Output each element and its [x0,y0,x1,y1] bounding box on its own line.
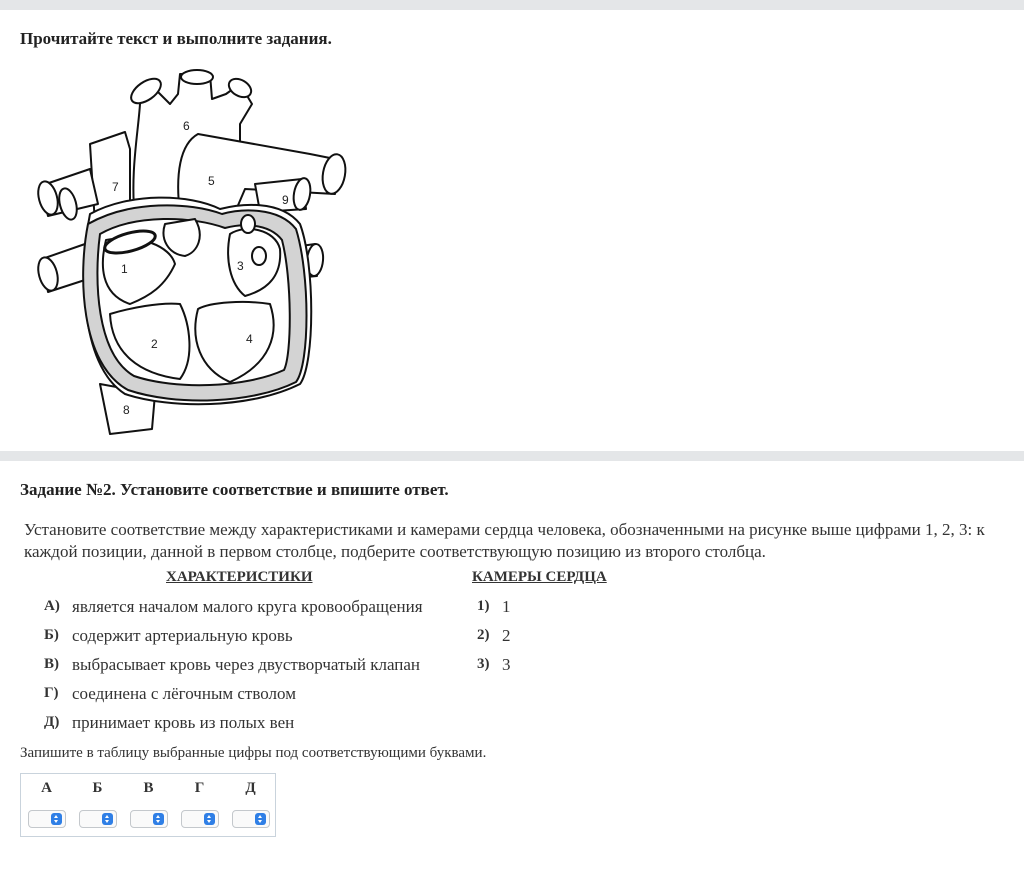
chamber-text: 3 [502,655,511,674]
characteristic-text: принимает кровь из полых вен [72,713,295,732]
characteristic-letter: Б) [44,627,59,643]
answer-table [20,773,276,837]
select-arrows-icon [102,813,113,825]
answer-instruction: Запишите в таблицу выбранные цифры под соответствующими буквами. [20,745,487,761]
heart-label-7: 7 [112,180,119,194]
select-arrows-icon [255,813,266,825]
chambers-header: КАМЕРЫ СЕРДЦА [472,569,607,585]
chamber-number: 3) [477,656,490,672]
answer-select-a[interactable] [28,810,66,828]
answer-select-v[interactable] [130,810,168,828]
answer-column-header: Б [92,780,103,796]
answer-column-header: Д [245,780,256,796]
characteristic-text: соединена с лёгочным стволом [72,684,296,703]
chamber-number: 1) [477,598,490,614]
chamber-number: 2) [477,627,490,643]
section-divider-bar [0,451,1024,461]
characteristic-text: выбрасывает кровь через двустворчатый клапан [72,655,421,674]
heart-diagram [30,64,360,439]
task-heading: Задание №2. Установите соответствие и впишите ответ. [20,480,449,499]
task-instructions: Установите соответствие между характеристиками и камерами сердца человека, обозначенными на рисунке выше цифрами 1, 2, 3: к каждой позиции, данной в первом столбце, подберите соответствующую позицию из второго столбца. [24,520,985,561]
heart-label-4: 4 [246,332,253,346]
heart-label-1: 1 [121,262,128,276]
characteristic-letter: А) [44,598,60,614]
heart-label-8: 8 [123,403,130,417]
heart-label-3: 3 [237,259,244,273]
characteristic-letter: В) [44,656,59,672]
heart-label-2: 2 [151,337,158,351]
chamber-text: 2 [502,626,511,645]
answer-select-d[interactable] [232,810,270,828]
select-arrows-icon [153,813,164,825]
heart-label-5: 5 [208,174,215,188]
chamber-text: 1 [502,597,511,616]
characteristics-header: ХАРАКТЕРИСТИКИ [166,569,313,585]
answer-select-g[interactable] [181,810,219,828]
answer-column-header: А [41,780,52,796]
top-divider-bar [0,0,1024,10]
characteristic-text: содержит артериальную кровь [72,626,293,645]
characteristic-letter: Г) [44,685,59,701]
answer-column-header: В [143,780,154,796]
heart-label-6: 6 [183,119,190,133]
characteristic-text: является началом малого круга кровообращения [72,597,423,616]
section-heading: Прочитайте текст и выполните задания. [20,29,332,48]
answer-column-header: Г [194,780,205,796]
heart-label-9: 9 [282,193,289,207]
select-arrows-icon [51,813,62,825]
answer-select-b[interactable] [79,810,117,828]
select-arrows-icon [204,813,215,825]
characteristic-letter: Д) [44,714,60,730]
